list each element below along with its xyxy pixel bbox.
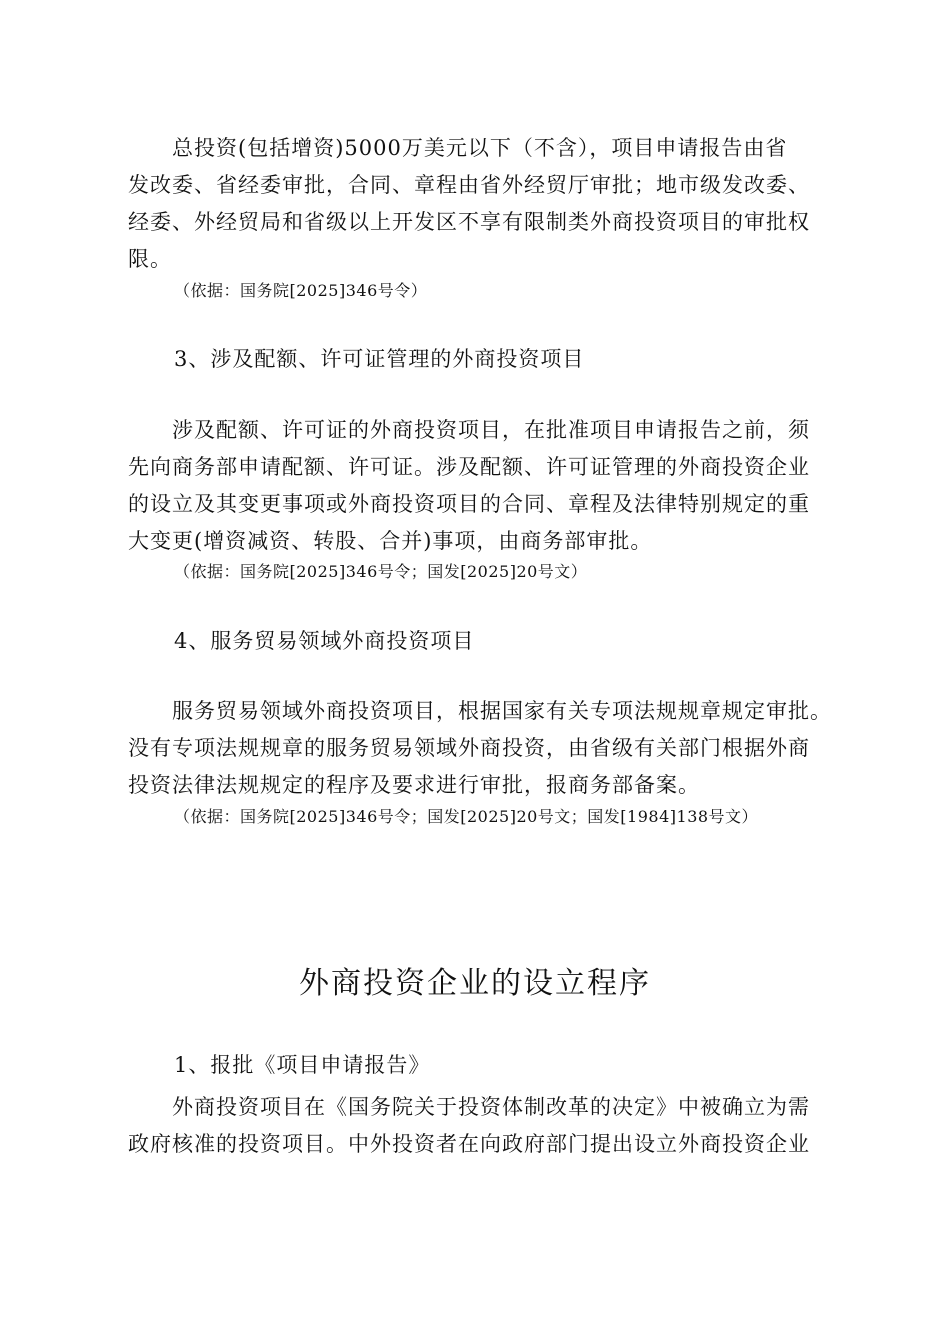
subheading-project-application: 1、报批《项目申请报告》 <box>174 1053 431 1077</box>
legal-basis-note: （依据：国务院[2025]346号令；国发[2025]20号文） <box>174 562 588 581</box>
paragraph-line: 外商投资项目在《国务院关于投资体制改革的决定》中被确立为需 <box>172 1095 810 1119</box>
section-title-establishment: 外商投资企业的设立程序 <box>299 966 651 1001</box>
paragraph-line: 经委、外经贸局和省级以上开发区不享有限制类外商投资项目的审批权 <box>128 210 810 234</box>
legal-basis-note: （依据：国务院[2025]346号令；国发[2025]20号文；国发[1984]138号文） <box>174 807 759 826</box>
paragraph-line: 大变更(增资减资、转股、合并)事项，由商务部审批。 <box>128 529 653 553</box>
total-investment-paragraph <box>128 130 828 278</box>
section-heading-quota-license: 3、涉及配额、许可证管理的外商投资项目 <box>174 347 585 371</box>
paragraph-line: 发改委、省经委审批，合同、章程由省外经贸厅审批；地市级发改委、 <box>128 173 810 197</box>
paragraph-line: 的设立及其变更事项或外商投资项目的合同、章程及法律特别规定的重 <box>128 492 810 516</box>
service-trade-paragraph <box>128 693 832 804</box>
paragraph-line: 先向商务部申请配额、许可证。涉及配额、许可证管理的外商投资企业 <box>128 455 810 479</box>
legal-basis-note: （依据：国务院[2025]346号令） <box>174 281 428 300</box>
paragraph-line: 投资法律法规规定的程序及要求进行审批，报商务部备案。 <box>128 773 700 797</box>
paragraph-line: 涉及配额、许可证的外商投资项目，在批准项目申请报告之前，须 <box>172 418 810 442</box>
paragraph-line: 限。 <box>128 247 172 271</box>
paragraph-line: 政府核准的投资项目。中外投资者在向政府部门提出设立外商投资企业 <box>128 1132 810 1156</box>
paragraph-line: 服务贸易领域外商投资项目，根据国家有关专项法规规章规定审批。 <box>172 699 832 723</box>
paragraph-line: 没有专项法规规章的服务贸易领域外商投资，由省级有关部门根据外商 <box>128 736 810 760</box>
establishment-paragraph <box>128 1089 828 1163</box>
quota-license-paragraph <box>128 412 828 560</box>
paragraph-line: 总投资(包括增资)5000万美元以下（不含），项目申请报告由省 <box>172 136 788 160</box>
section-heading-service-trade: 4、服务贸易领域外商投资项目 <box>174 629 475 653</box>
